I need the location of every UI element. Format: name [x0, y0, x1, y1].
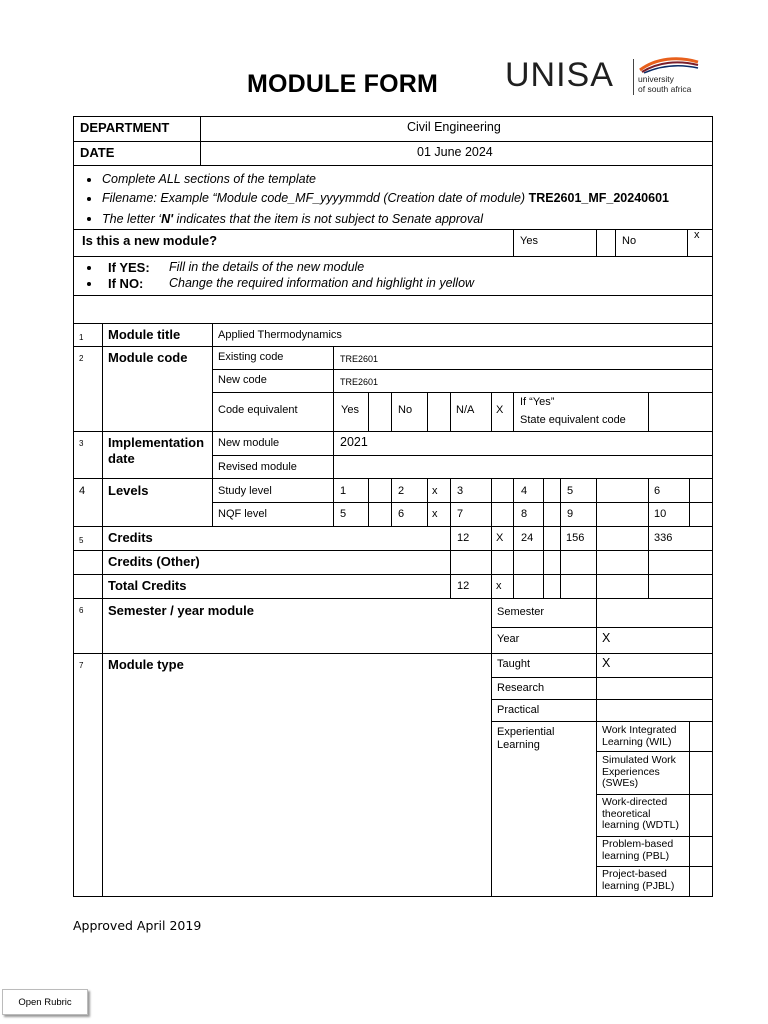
table-rule	[596, 794, 713, 795]
nqf-level-cell[interactable]: 9	[567, 508, 574, 520]
instruction-3: The letter ‘N' indicates that the item is not subject to Senate approval	[102, 212, 483, 226]
table-rule	[73, 431, 713, 432]
experiential-subtype[interactable]	[602, 755, 676, 790]
table-rule	[450, 478, 451, 527]
table-rule	[596, 866, 713, 867]
table-rule	[560, 478, 561, 599]
experiential-label: Experiential	[497, 726, 555, 738]
table-rule	[427, 478, 428, 527]
credits-mark: X	[496, 532, 504, 544]
table-rule	[391, 478, 392, 527]
table-rule	[689, 721, 690, 897]
row-number: 4	[79, 485, 86, 497]
table-rule	[648, 392, 649, 432]
nqf-level-cell[interactable]: 7	[457, 508, 464, 520]
table-rule	[73, 256, 713, 257]
table-rule	[73, 165, 713, 166]
table-rule	[615, 229, 616, 257]
table-rule	[200, 116, 201, 166]
year-option[interactable]: Year	[497, 633, 520, 645]
table-rule	[212, 323, 213, 527]
bullet	[87, 178, 91, 182]
if-yes-note: If “Yes”	[520, 396, 555, 408]
table-rule	[333, 346, 334, 527]
new-module-no[interactable]: No	[622, 235, 637, 247]
row-number: 3	[79, 439, 84, 448]
experiential-subtype-line: learning (PBL)	[602, 849, 670, 862]
experiential-subtype-line: Work Integrated	[602, 724, 677, 736]
new-code-value: TRE2601	[340, 377, 379, 387]
nqf-level-cell[interactable]: x	[432, 508, 438, 520]
experiential-subtype[interactable]	[602, 869, 674, 892]
page-title: MODULE FORM	[247, 70, 439, 98]
if-yes-label: If YES:	[108, 260, 150, 275]
table-rule	[513, 478, 514, 599]
credits-label: Credits	[108, 530, 153, 545]
table-rule	[73, 141, 713, 142]
research-option[interactable]: Research	[497, 682, 545, 694]
if-no-text: Change the required information and highlight in yellow	[169, 276, 475, 290]
bullet	[87, 282, 91, 286]
nqf-level-cell[interactable]: 8	[521, 508, 528, 520]
table-rule	[391, 392, 392, 432]
row-number: 2	[79, 354, 84, 363]
table-rule	[450, 392, 451, 432]
table-rule	[73, 346, 713, 347]
table-rule	[73, 526, 713, 527]
new-module-question: Is this a new module?	[82, 233, 218, 248]
experiential-subtype-line: Experiences	[602, 765, 660, 778]
table-rule	[73, 295, 713, 296]
open-rubric-button[interactable]: Open Rubric	[2, 989, 88, 1015]
state-equivalent-note: State equivalent code	[520, 414, 626, 426]
table-rule	[368, 478, 369, 527]
table-rule	[491, 627, 713, 628]
total-credits-mark: x	[496, 580, 502, 592]
table-rule	[73, 574, 713, 575]
if-no-label: If NO:	[108, 276, 144, 291]
instruction-1: Complete ALL sections of the template	[102, 172, 317, 186]
study-level-cell[interactable]: 4	[521, 485, 528, 497]
experiential-subtype-line: (SWEs)	[602, 777, 639, 789]
table-rule	[102, 323, 103, 897]
table-rule	[212, 455, 713, 456]
module-code-label: Module code	[108, 350, 188, 365]
study-level-cell[interactable]: x	[432, 485, 438, 497]
experiential-subtype-line: Learning (WIL)	[602, 735, 672, 748]
experiential-subtype-line: Problem-based	[602, 838, 674, 850]
row-number: 7	[79, 661, 84, 670]
table-rule	[596, 229, 597, 257]
table-rule	[491, 392, 492, 432]
experiential-subtype-line: learning (WDTL)	[602, 819, 680, 831]
table-rule	[368, 392, 369, 432]
module-title-value: Applied Thermodynamics	[218, 329, 342, 341]
instruction-2: Filename: Example “Module code_MF_yyyymmdd (Creation date of module) TRE2601_MF_20240601	[102, 191, 669, 205]
semester-option[interactable]: Semester	[497, 606, 545, 618]
table-rule	[513, 229, 514, 257]
bullet	[87, 197, 91, 201]
practical-option[interactable]: Practical	[497, 704, 540, 716]
table-rule	[491, 677, 713, 678]
table-rule	[73, 229, 713, 230]
module-type-label: Module type	[108, 657, 184, 672]
study-level-cell[interactable]: 3	[457, 485, 464, 497]
experiential-label-2: Learning	[497, 739, 540, 751]
experiential-subtype-line: theoretical	[602, 807, 651, 820]
new-module-label: New module	[218, 437, 280, 449]
experiential-subtype[interactable]	[602, 725, 677, 748]
total-credits-value: 12	[457, 580, 470, 592]
table-rule	[687, 229, 688, 257]
department-value: Civil Engineering	[407, 120, 501, 134]
logo-swoosh-icon	[638, 56, 700, 74]
new-code-label: New code	[218, 374, 267, 386]
experiential-subtype[interactable]	[602, 797, 679, 832]
table-rule	[543, 478, 544, 599]
bullet	[87, 217, 91, 221]
taught-option[interactable]: Taught	[497, 658, 531, 670]
existing-code-label: Existing code	[218, 351, 284, 363]
table-rule	[73, 598, 713, 599]
table-rule	[73, 323, 713, 324]
year-mark: X	[602, 631, 611, 645]
credits-156: 156	[566, 532, 585, 544]
table-rule	[596, 751, 713, 752]
department-label: DEPARTMENT	[80, 120, 170, 135]
total-credits-label: Total Credits	[108, 578, 187, 593]
unisa-logo	[505, 56, 700, 98]
levels-label: Levels	[108, 483, 149, 498]
new-module-mark: x	[694, 229, 700, 241]
new-module-yes[interactable]: Yes	[520, 235, 538, 247]
table-rule	[648, 478, 649, 599]
table-rule	[491, 598, 492, 897]
credits-336: 336	[654, 532, 673, 544]
study-level-cell[interactable]: 1	[340, 485, 347, 497]
module-title-label: Module title	[108, 327, 181, 342]
table-rule	[689, 478, 690, 527]
study-level-cell[interactable]: 5	[567, 485, 574, 497]
logo-subtitle: university of south africa	[638, 74, 692, 94]
code-equivalent-no[interactable]: No	[398, 404, 413, 416]
implementation-label-2: date	[108, 451, 135, 466]
code-equivalent-label: Code equivalent	[218, 404, 298, 416]
experiential-subtype[interactable]	[602, 839, 673, 862]
nqf-level-cell[interactable]: 5	[340, 508, 347, 520]
table-rule	[491, 478, 492, 599]
table-rule	[491, 721, 713, 722]
table-rule	[73, 116, 713, 117]
experiential-subtype-line: Project-based	[602, 868, 667, 880]
credits-24: 24	[521, 532, 534, 544]
table-rule	[212, 392, 713, 393]
experiential-subtype-line: Simulated Work	[602, 754, 676, 766]
approved-note: Approved April 2019	[73, 918, 202, 933]
table-rule	[212, 369, 713, 370]
existing-code-value: TRE2601	[340, 354, 379, 364]
if-yes-text: Fill in the details of the new module	[169, 260, 365, 274]
nqf-level-cell[interactable]: 6	[398, 508, 405, 520]
code-equivalent-na[interactable]: N/A	[456, 404, 475, 416]
table-rule	[712, 116, 713, 897]
table-rule	[73, 653, 713, 654]
table-rule	[212, 502, 713, 503]
implementation-label: Implementation	[108, 435, 205, 450]
semester-year-label: Semester / year module	[108, 603, 254, 618]
date-value: 01 June 2024	[417, 145, 493, 159]
experiential-subtype-line: learning (PJBL)	[602, 879, 675, 892]
code-equivalent-yes[interactable]: Yes	[341, 404, 359, 416]
experiential-subtype-line: Work-directed	[602, 796, 668, 808]
row-number: 6	[79, 606, 84, 615]
table-rule	[596, 836, 713, 837]
credits-12: 12	[457, 532, 470, 544]
nqf-level-label: NQF level	[218, 508, 267, 520]
table-rule	[73, 550, 713, 551]
bullet	[87, 266, 91, 270]
code-equivalent-na-mark: X	[496, 404, 504, 416]
logo-divider	[633, 59, 634, 95]
table-rule	[450, 526, 451, 599]
row-number: 5	[79, 536, 84, 545]
nqf-level-cell[interactable]: 10	[654, 508, 667, 520]
table-rule	[73, 116, 74, 897]
revised-module-label: Revised module	[218, 461, 297, 473]
logo-wordmark: UNISA	[505, 56, 614, 94]
study-level-cell[interactable]: 2	[398, 485, 405, 497]
new-module-value: 2021	[340, 435, 368, 449]
row-number: 1	[79, 333, 84, 342]
table-rule	[73, 478, 713, 479]
date-label: DATE	[80, 145, 115, 160]
credits-other-label: Credits (Other)	[108, 554, 200, 569]
study-level-label: Study level	[218, 485, 272, 497]
study-level-cell[interactable]: 6	[654, 485, 661, 497]
table-rule	[427, 392, 428, 432]
table-rule	[513, 392, 514, 432]
table-rule	[491, 699, 713, 700]
taught-mark: X	[602, 656, 611, 670]
table-rule	[596, 598, 597, 897]
table-rule	[596, 478, 597, 599]
table-rule	[73, 896, 713, 897]
